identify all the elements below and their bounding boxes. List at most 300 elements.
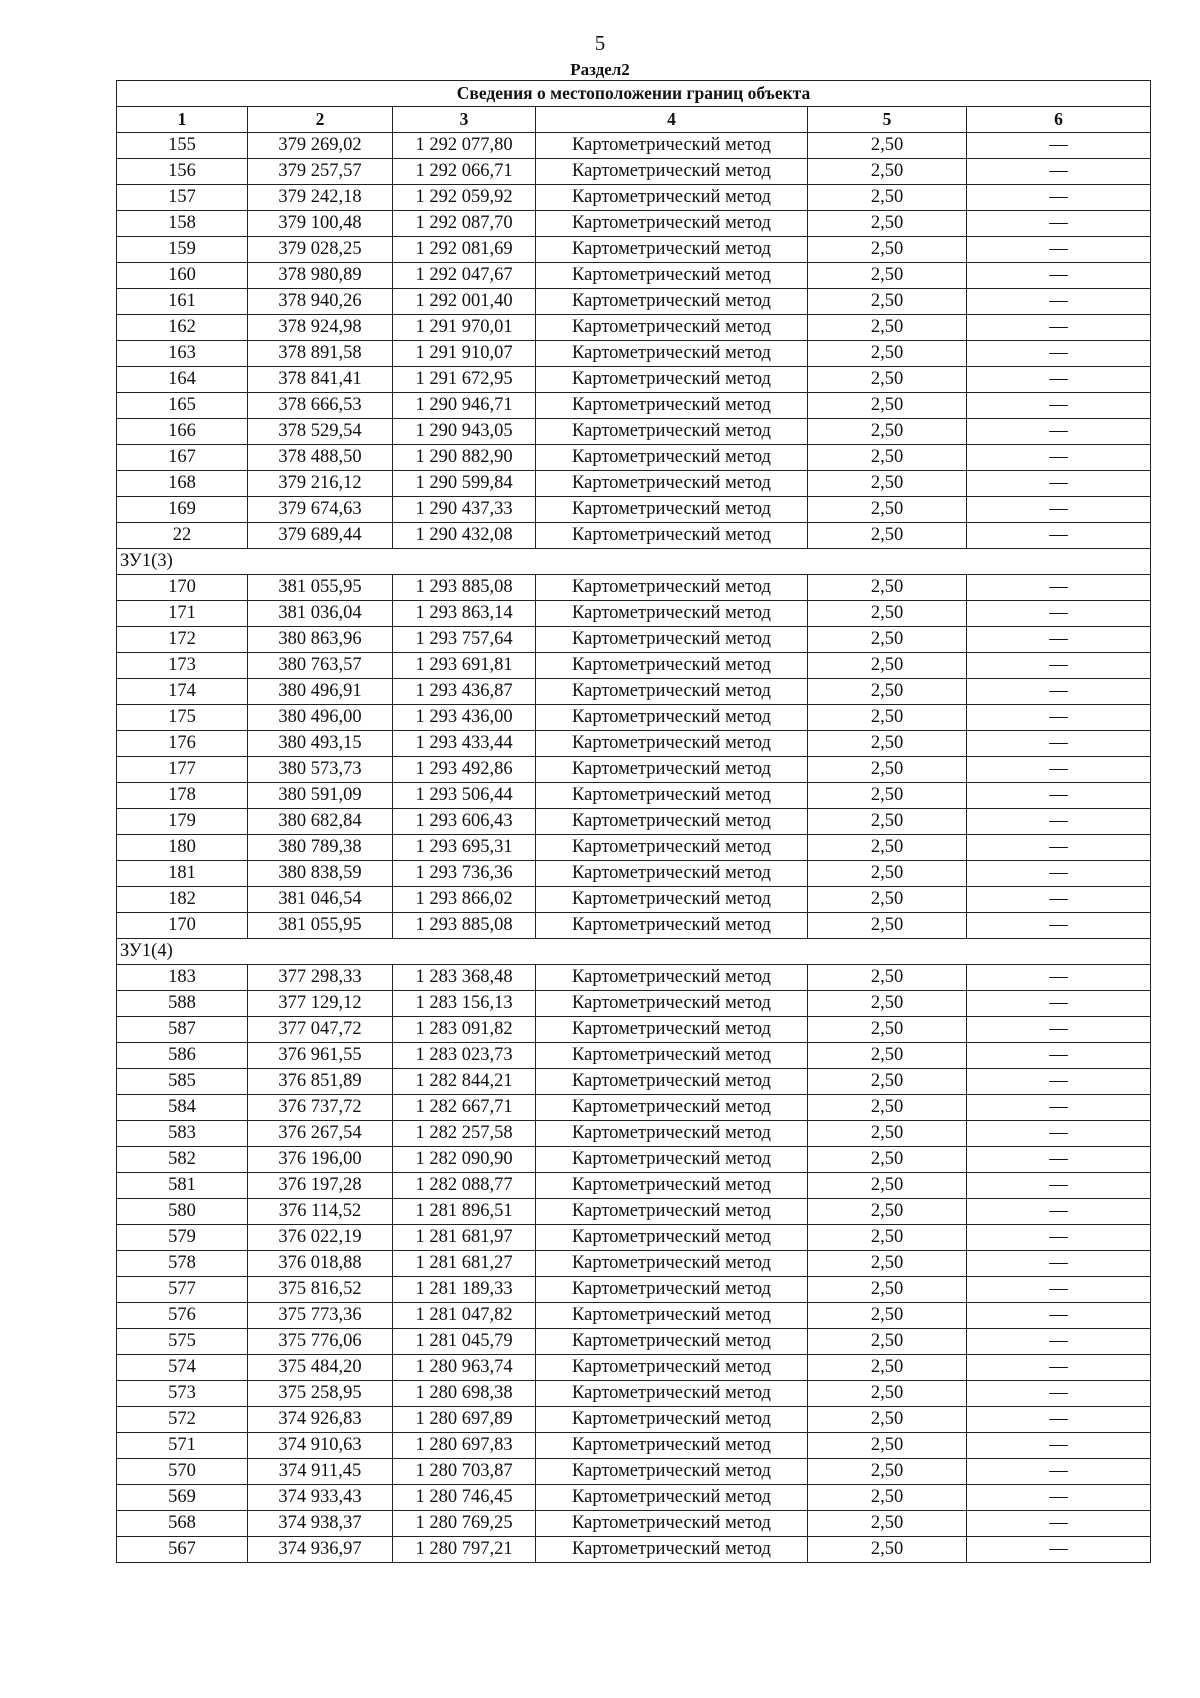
- table-row: [117, 471, 1151, 497]
- table-cell: 1 291 910,07: [393, 341, 536, 367]
- table-cell: 378 529,54: [248, 419, 393, 445]
- table-cell: 169: [117, 497, 248, 523]
- table-cell: 374 910,63: [248, 1433, 393, 1459]
- table-cell: —: [967, 679, 1151, 705]
- table-cell: Картометрический метод: [536, 1433, 808, 1459]
- table-cell: —: [967, 1303, 1151, 1329]
- table-cell: Картометрический метод: [536, 1407, 808, 1433]
- table-cell: Картометрический метод: [536, 315, 808, 341]
- table-cell: 1 283 091,82: [393, 1017, 536, 1043]
- table-row: [117, 757, 1151, 783]
- table-cell: 1 282 844,21: [393, 1069, 536, 1095]
- column-header-row: [117, 107, 1151, 133]
- table-cell: 1 291 970,01: [393, 315, 536, 341]
- table-cell: 380 493,15: [248, 731, 393, 757]
- table-cell: 2,50: [808, 835, 967, 861]
- table-row: [117, 523, 1151, 549]
- table-row: [117, 289, 1151, 315]
- table-cell: —: [967, 653, 1151, 679]
- table-cell: Картометрический метод: [536, 393, 808, 419]
- table-cell: 376 197,28: [248, 1173, 393, 1199]
- table-cell: —: [967, 1225, 1151, 1251]
- table-cell: 1 290 943,05: [393, 419, 536, 445]
- table-cell: Картометрический метод: [536, 1355, 808, 1381]
- table-cell: 160: [117, 263, 248, 289]
- table-cell: Картометрический метод: [536, 263, 808, 289]
- table-cell: 164: [117, 367, 248, 393]
- table-cell: 586: [117, 1043, 248, 1069]
- table-cell: 165: [117, 393, 248, 419]
- table-cell: 376 018,88: [248, 1251, 393, 1277]
- table-cell: 180: [117, 835, 248, 861]
- table-cell: 380 763,57: [248, 653, 393, 679]
- table-cell: 170: [117, 575, 248, 601]
- table-cell: Картометрический метод: [536, 237, 808, 263]
- table-row: [117, 913, 1151, 939]
- table-row: [117, 133, 1151, 159]
- table-cell: 2,50: [808, 289, 967, 315]
- table-cell: 570: [117, 1459, 248, 1485]
- table-cell: —: [967, 185, 1151, 211]
- table-row: [117, 1407, 1151, 1433]
- table-cell: 2,50: [808, 757, 967, 783]
- table-cell: —: [967, 1329, 1151, 1355]
- table-cell: 1 293 885,08: [393, 575, 536, 601]
- table-cell: 1 281 681,27: [393, 1251, 536, 1277]
- table-cell: 1 293 863,14: [393, 601, 536, 627]
- table-cell: 377 047,72: [248, 1017, 393, 1043]
- table-cell: 379 689,44: [248, 523, 393, 549]
- table-cell: 171: [117, 601, 248, 627]
- table-cell: —: [967, 757, 1151, 783]
- table-row: [117, 1381, 1151, 1407]
- table-cell: Картометрический метод: [536, 887, 808, 913]
- table-cell: —: [967, 159, 1151, 185]
- table-cell: Картометрический метод: [536, 913, 808, 939]
- table-cell: Картометрический метод: [536, 1121, 808, 1147]
- table-cell: 1 292 047,67: [393, 263, 536, 289]
- table-cell: Картометрический метод: [536, 809, 808, 835]
- table-cell: 1 292 059,92: [393, 185, 536, 211]
- group-label: ЗУ1(4): [117, 939, 1151, 965]
- table-cell: 2,50: [808, 679, 967, 705]
- table-cell: 1 283 368,48: [393, 965, 536, 991]
- table-cell: Картометрический метод: [536, 1017, 808, 1043]
- table-cell: —: [967, 1277, 1151, 1303]
- table-cell: 579: [117, 1225, 248, 1251]
- table-cell: 2,50: [808, 471, 967, 497]
- table-cell: 2,50: [808, 887, 967, 913]
- table-cell: 1 281 189,33: [393, 1277, 536, 1303]
- table-cell: 374 936,97: [248, 1537, 393, 1563]
- table-cell: —: [967, 263, 1151, 289]
- table-cell: —: [967, 367, 1151, 393]
- table-cell: 2,50: [808, 523, 967, 549]
- table-cell: 178: [117, 783, 248, 809]
- table-cell: Картометрический метод: [536, 835, 808, 861]
- table-cell: 1 282 257,58: [393, 1121, 536, 1147]
- table-cell: 567: [117, 1537, 248, 1563]
- table-cell: 2,50: [808, 1381, 967, 1407]
- table-cell: —: [967, 1199, 1151, 1225]
- table-cell: —: [967, 1407, 1151, 1433]
- table-row: [117, 679, 1151, 705]
- table-cell: 2,50: [808, 1407, 967, 1433]
- table-cell: 379 028,25: [248, 237, 393, 263]
- table-cell: 1 292 077,80: [393, 133, 536, 159]
- table-cell: 1 280 797,21: [393, 1537, 536, 1563]
- table-cell: 588: [117, 991, 248, 1017]
- table-cell: 2,50: [808, 1043, 967, 1069]
- table-cell: 2,50: [808, 1199, 967, 1225]
- table-cell: 377 129,12: [248, 991, 393, 1017]
- table-cell: Картометрический метод: [536, 1251, 808, 1277]
- table-cell: 378 488,50: [248, 445, 393, 471]
- table-cell: 1 281 681,97: [393, 1225, 536, 1251]
- table-cell: 587: [117, 1017, 248, 1043]
- table-cell: 375 776,06: [248, 1329, 393, 1355]
- table-cell: —: [967, 887, 1151, 913]
- table-cell: —: [967, 1095, 1151, 1121]
- table-row: [117, 393, 1151, 419]
- table-cell: 575: [117, 1329, 248, 1355]
- table-cell: —: [967, 731, 1151, 757]
- table-cell: 380 838,59: [248, 861, 393, 887]
- table-cell: —: [967, 419, 1151, 445]
- table-cell: 2,50: [808, 809, 967, 835]
- table-cell: —: [967, 1381, 1151, 1407]
- table-cell: 381 046,54: [248, 887, 393, 913]
- table-cell: 2,50: [808, 991, 967, 1017]
- table-cell: 1 280 963,74: [393, 1355, 536, 1381]
- table-title: Сведения о местоположении границ объекта: [117, 81, 1151, 107]
- table-cell: 2,50: [808, 185, 967, 211]
- table-cell: 374 911,45: [248, 1459, 393, 1485]
- table-cell: Картометрический метод: [536, 419, 808, 445]
- table-cell: 381 055,95: [248, 575, 393, 601]
- table-cell: 576: [117, 1303, 248, 1329]
- table-cell: 582: [117, 1147, 248, 1173]
- table-cell: 1 280 698,38: [393, 1381, 536, 1407]
- table-cell: 1 293 736,36: [393, 861, 536, 887]
- table-cell: 2,50: [808, 1511, 967, 1537]
- table-cell: 376 267,54: [248, 1121, 393, 1147]
- table-cell: 374 938,37: [248, 1511, 393, 1537]
- table-cell: 378 841,41: [248, 367, 393, 393]
- table-cell: Картометрический метод: [536, 1511, 808, 1537]
- table-cell: —: [967, 1043, 1151, 1069]
- table-row: [117, 1147, 1151, 1173]
- table-cell: 1 293 866,02: [393, 887, 536, 913]
- group-label: ЗУ1(3): [117, 549, 1151, 575]
- table-cell: 378 666,53: [248, 393, 393, 419]
- table-cell: 177: [117, 757, 248, 783]
- column-header: 4: [536, 107, 808, 133]
- table-cell: 179: [117, 809, 248, 835]
- table-cell: Картометрический метод: [536, 1199, 808, 1225]
- table-cell: 161: [117, 289, 248, 315]
- table-cell: 1 283 023,73: [393, 1043, 536, 1069]
- table-cell: 2,50: [808, 497, 967, 523]
- table-row: [117, 1303, 1151, 1329]
- table-cell: Картометрический метод: [536, 159, 808, 185]
- table-row: [117, 965, 1151, 991]
- table-cell: 2,50: [808, 315, 967, 341]
- table-cell: 380 863,96: [248, 627, 393, 653]
- table-cell: 380 496,91: [248, 679, 393, 705]
- boundary-coordinates-table: [116, 80, 1151, 1563]
- table-row: [117, 1121, 1151, 1147]
- table-cell: —: [967, 289, 1151, 315]
- table-cell: 1 280 697,83: [393, 1433, 536, 1459]
- table-cell: —: [967, 1355, 1151, 1381]
- table-cell: 170: [117, 913, 248, 939]
- table-cell: 585: [117, 1069, 248, 1095]
- table-cell: 1 280 697,89: [393, 1407, 536, 1433]
- table-cell: 2,50: [808, 341, 967, 367]
- table-cell: Картометрический метод: [536, 783, 808, 809]
- table-cell: Картометрический метод: [536, 627, 808, 653]
- table-cell: —: [967, 783, 1151, 809]
- table-cell: 2,50: [808, 1537, 967, 1563]
- table-cell: 580: [117, 1199, 248, 1225]
- table-cell: 380 682,84: [248, 809, 393, 835]
- table-cell: —: [967, 393, 1151, 419]
- table-cell: 1 292 066,71: [393, 159, 536, 185]
- table-cell: Картометрический метод: [536, 861, 808, 887]
- table-cell: 2,50: [808, 965, 967, 991]
- table-cell: 162: [117, 315, 248, 341]
- table-cell: —: [967, 1017, 1151, 1043]
- table-head: [117, 81, 1151, 133]
- table-cell: —: [967, 497, 1151, 523]
- table-cell: 157: [117, 185, 248, 211]
- table-cell: Картометрический метод: [536, 1069, 808, 1095]
- table-cell: —: [967, 445, 1151, 471]
- column-header: 3: [393, 107, 536, 133]
- table-row: [117, 1017, 1151, 1043]
- table-cell: 1 293 695,31: [393, 835, 536, 861]
- table-cell: Картометрический метод: [536, 133, 808, 159]
- table-cell: 569: [117, 1485, 248, 1511]
- table-row: [117, 1537, 1151, 1563]
- table-cell: Картометрический метод: [536, 1303, 808, 1329]
- table-cell: 376 114,52: [248, 1199, 393, 1225]
- column-header: 6: [967, 107, 1151, 133]
- table-cell: 172: [117, 627, 248, 653]
- table-cell: —: [967, 1459, 1151, 1485]
- table-cell: Картометрический метод: [536, 1277, 808, 1303]
- table-cell: 380 789,38: [248, 835, 393, 861]
- table-row: [117, 315, 1151, 341]
- table-cell: Картометрический метод: [536, 679, 808, 705]
- table-cell: 1 293 757,64: [393, 627, 536, 653]
- table-cell: 379 100,48: [248, 211, 393, 237]
- table-cell: 1 280 746,45: [393, 1485, 536, 1511]
- table-cell: 378 940,26: [248, 289, 393, 315]
- table-cell: 1 290 437,33: [393, 497, 536, 523]
- table-row: [117, 1329, 1151, 1355]
- table-cell: —: [967, 341, 1151, 367]
- table-cell: 2,50: [808, 783, 967, 809]
- table-cell: 374 933,43: [248, 1485, 393, 1511]
- table-cell: 578: [117, 1251, 248, 1277]
- table-row: [117, 211, 1151, 237]
- table-cell: —: [967, 1069, 1151, 1095]
- table-cell: Картометрический метод: [536, 341, 808, 367]
- table-cell: Картометрический метод: [536, 601, 808, 627]
- table-cell: Картометрический метод: [536, 1173, 808, 1199]
- table-cell: 1 292 081,69: [393, 237, 536, 263]
- table-cell: 1 290 599,84: [393, 471, 536, 497]
- table-cell: 1 293 691,81: [393, 653, 536, 679]
- table-row: [117, 419, 1151, 445]
- table-cell: —: [967, 133, 1151, 159]
- table-cell: —: [967, 1537, 1151, 1563]
- table-row: [117, 1095, 1151, 1121]
- group-row: [117, 549, 1151, 575]
- table-row: [117, 237, 1151, 263]
- table-cell: 2,50: [808, 1251, 967, 1277]
- table-cell: 2,50: [808, 653, 967, 679]
- table-cell: 378 891,58: [248, 341, 393, 367]
- table-cell: 379 216,12: [248, 471, 393, 497]
- table-cell: 375 484,20: [248, 1355, 393, 1381]
- table-cell: 379 257,57: [248, 159, 393, 185]
- table-cell: Картометрический метод: [536, 523, 808, 549]
- table-cell: 2,50: [808, 1433, 967, 1459]
- table-cell: 1 282 667,71: [393, 1095, 536, 1121]
- table-row: [117, 809, 1151, 835]
- table-title-row: [117, 81, 1151, 107]
- table-cell: 2,50: [808, 1459, 967, 1485]
- table-cell: 2,50: [808, 367, 967, 393]
- table-row: [117, 991, 1151, 1017]
- table-cell: 1 293 506,44: [393, 783, 536, 809]
- table-cell: —: [967, 991, 1151, 1017]
- column-header: 2: [248, 107, 393, 133]
- table-cell: 1 280 769,25: [393, 1511, 536, 1537]
- table-row: [117, 159, 1151, 185]
- table-cell: 572: [117, 1407, 248, 1433]
- table-cell: 1 293 606,43: [393, 809, 536, 835]
- table-cell: Картометрический метод: [536, 1043, 808, 1069]
- table-cell: 375 773,36: [248, 1303, 393, 1329]
- table-cell: 1 293 436,87: [393, 679, 536, 705]
- table-cell: —: [967, 1251, 1151, 1277]
- table-cell: 166: [117, 419, 248, 445]
- table-cell: 2,50: [808, 1303, 967, 1329]
- table-cell: —: [967, 601, 1151, 627]
- table-row: [117, 887, 1151, 913]
- table-cell: 2,50: [808, 1173, 967, 1199]
- table-cell: Картометрический метод: [536, 445, 808, 471]
- table-cell: Картометрический метод: [536, 575, 808, 601]
- table-row: [117, 1069, 1151, 1095]
- table-cell: 182: [117, 887, 248, 913]
- table-cell: 2,50: [808, 159, 967, 185]
- table-cell: Картометрический метод: [536, 497, 808, 523]
- table-cell: Картометрический метод: [536, 1225, 808, 1251]
- table-row: [117, 185, 1151, 211]
- table-cell: 378 980,89: [248, 263, 393, 289]
- table-cell: 2,50: [808, 1329, 967, 1355]
- table-cell: 376 961,55: [248, 1043, 393, 1069]
- table-cell: 2,50: [808, 1277, 967, 1303]
- table-row: [117, 497, 1151, 523]
- table-cell: 163: [117, 341, 248, 367]
- table-cell: 2,50: [808, 211, 967, 237]
- table-cell: Картометрический метод: [536, 965, 808, 991]
- table-cell: 381 055,95: [248, 913, 393, 939]
- table-cell: 379 242,18: [248, 185, 393, 211]
- table-cell: 2,50: [808, 913, 967, 939]
- table-row: [117, 601, 1151, 627]
- table-cell: —: [967, 809, 1151, 835]
- table-row: [117, 1511, 1151, 1537]
- table-cell: 1 281 045,79: [393, 1329, 536, 1355]
- table-cell: —: [967, 1173, 1151, 1199]
- table-cell: Картометрический метод: [536, 731, 808, 757]
- table-cell: 571: [117, 1433, 248, 1459]
- table-cell: Картометрический метод: [536, 1459, 808, 1485]
- table-cell: 583: [117, 1121, 248, 1147]
- table-cell: 1 281 896,51: [393, 1199, 536, 1225]
- table-cell: 2,50: [808, 575, 967, 601]
- table-cell: 2,50: [808, 861, 967, 887]
- table-cell: 156: [117, 159, 248, 185]
- table-cell: 174: [117, 679, 248, 705]
- table-cell: 1 280 703,87: [393, 1459, 536, 1485]
- table-cell: 1 291 672,95: [393, 367, 536, 393]
- table-cell: 175: [117, 705, 248, 731]
- table-row: [117, 1277, 1151, 1303]
- table-cell: 584: [117, 1095, 248, 1121]
- table-cell: 568: [117, 1511, 248, 1537]
- table-row: [117, 1459, 1151, 1485]
- table-cell: 380 573,73: [248, 757, 393, 783]
- column-header: 1: [117, 107, 248, 133]
- table-cell: Картометрический метод: [536, 757, 808, 783]
- table-cell: —: [967, 965, 1151, 991]
- table-row: [117, 653, 1151, 679]
- table-cell: 2,50: [808, 1017, 967, 1043]
- table-cell: 381 036,04: [248, 601, 393, 627]
- table-cell: —: [967, 523, 1151, 549]
- table-cell: 1 282 090,90: [393, 1147, 536, 1173]
- table-row: [117, 341, 1151, 367]
- table-row: [117, 263, 1151, 289]
- table-cell: 1 293 433,44: [393, 731, 536, 757]
- table-cell: 2,50: [808, 627, 967, 653]
- section-title: Раздел2: [570, 60, 630, 79]
- table-cell: —: [967, 315, 1151, 341]
- table-cell: 380 496,00: [248, 705, 393, 731]
- table-cell: —: [967, 1511, 1151, 1537]
- table-cell: Картометрический метод: [536, 1329, 808, 1355]
- table-row: [117, 367, 1151, 393]
- table-cell: 181: [117, 861, 248, 887]
- table-cell: Картометрический метод: [536, 705, 808, 731]
- table-cell: 176: [117, 731, 248, 757]
- table-cell: 2,50: [808, 1069, 967, 1095]
- table-cell: 22: [117, 523, 248, 549]
- table-cell: 379 269,02: [248, 133, 393, 159]
- table-row: [117, 1485, 1151, 1511]
- table-cell: —: [967, 1433, 1151, 1459]
- table-cell: Картометрический метод: [536, 289, 808, 315]
- table-cell: 1 293 885,08: [393, 913, 536, 939]
